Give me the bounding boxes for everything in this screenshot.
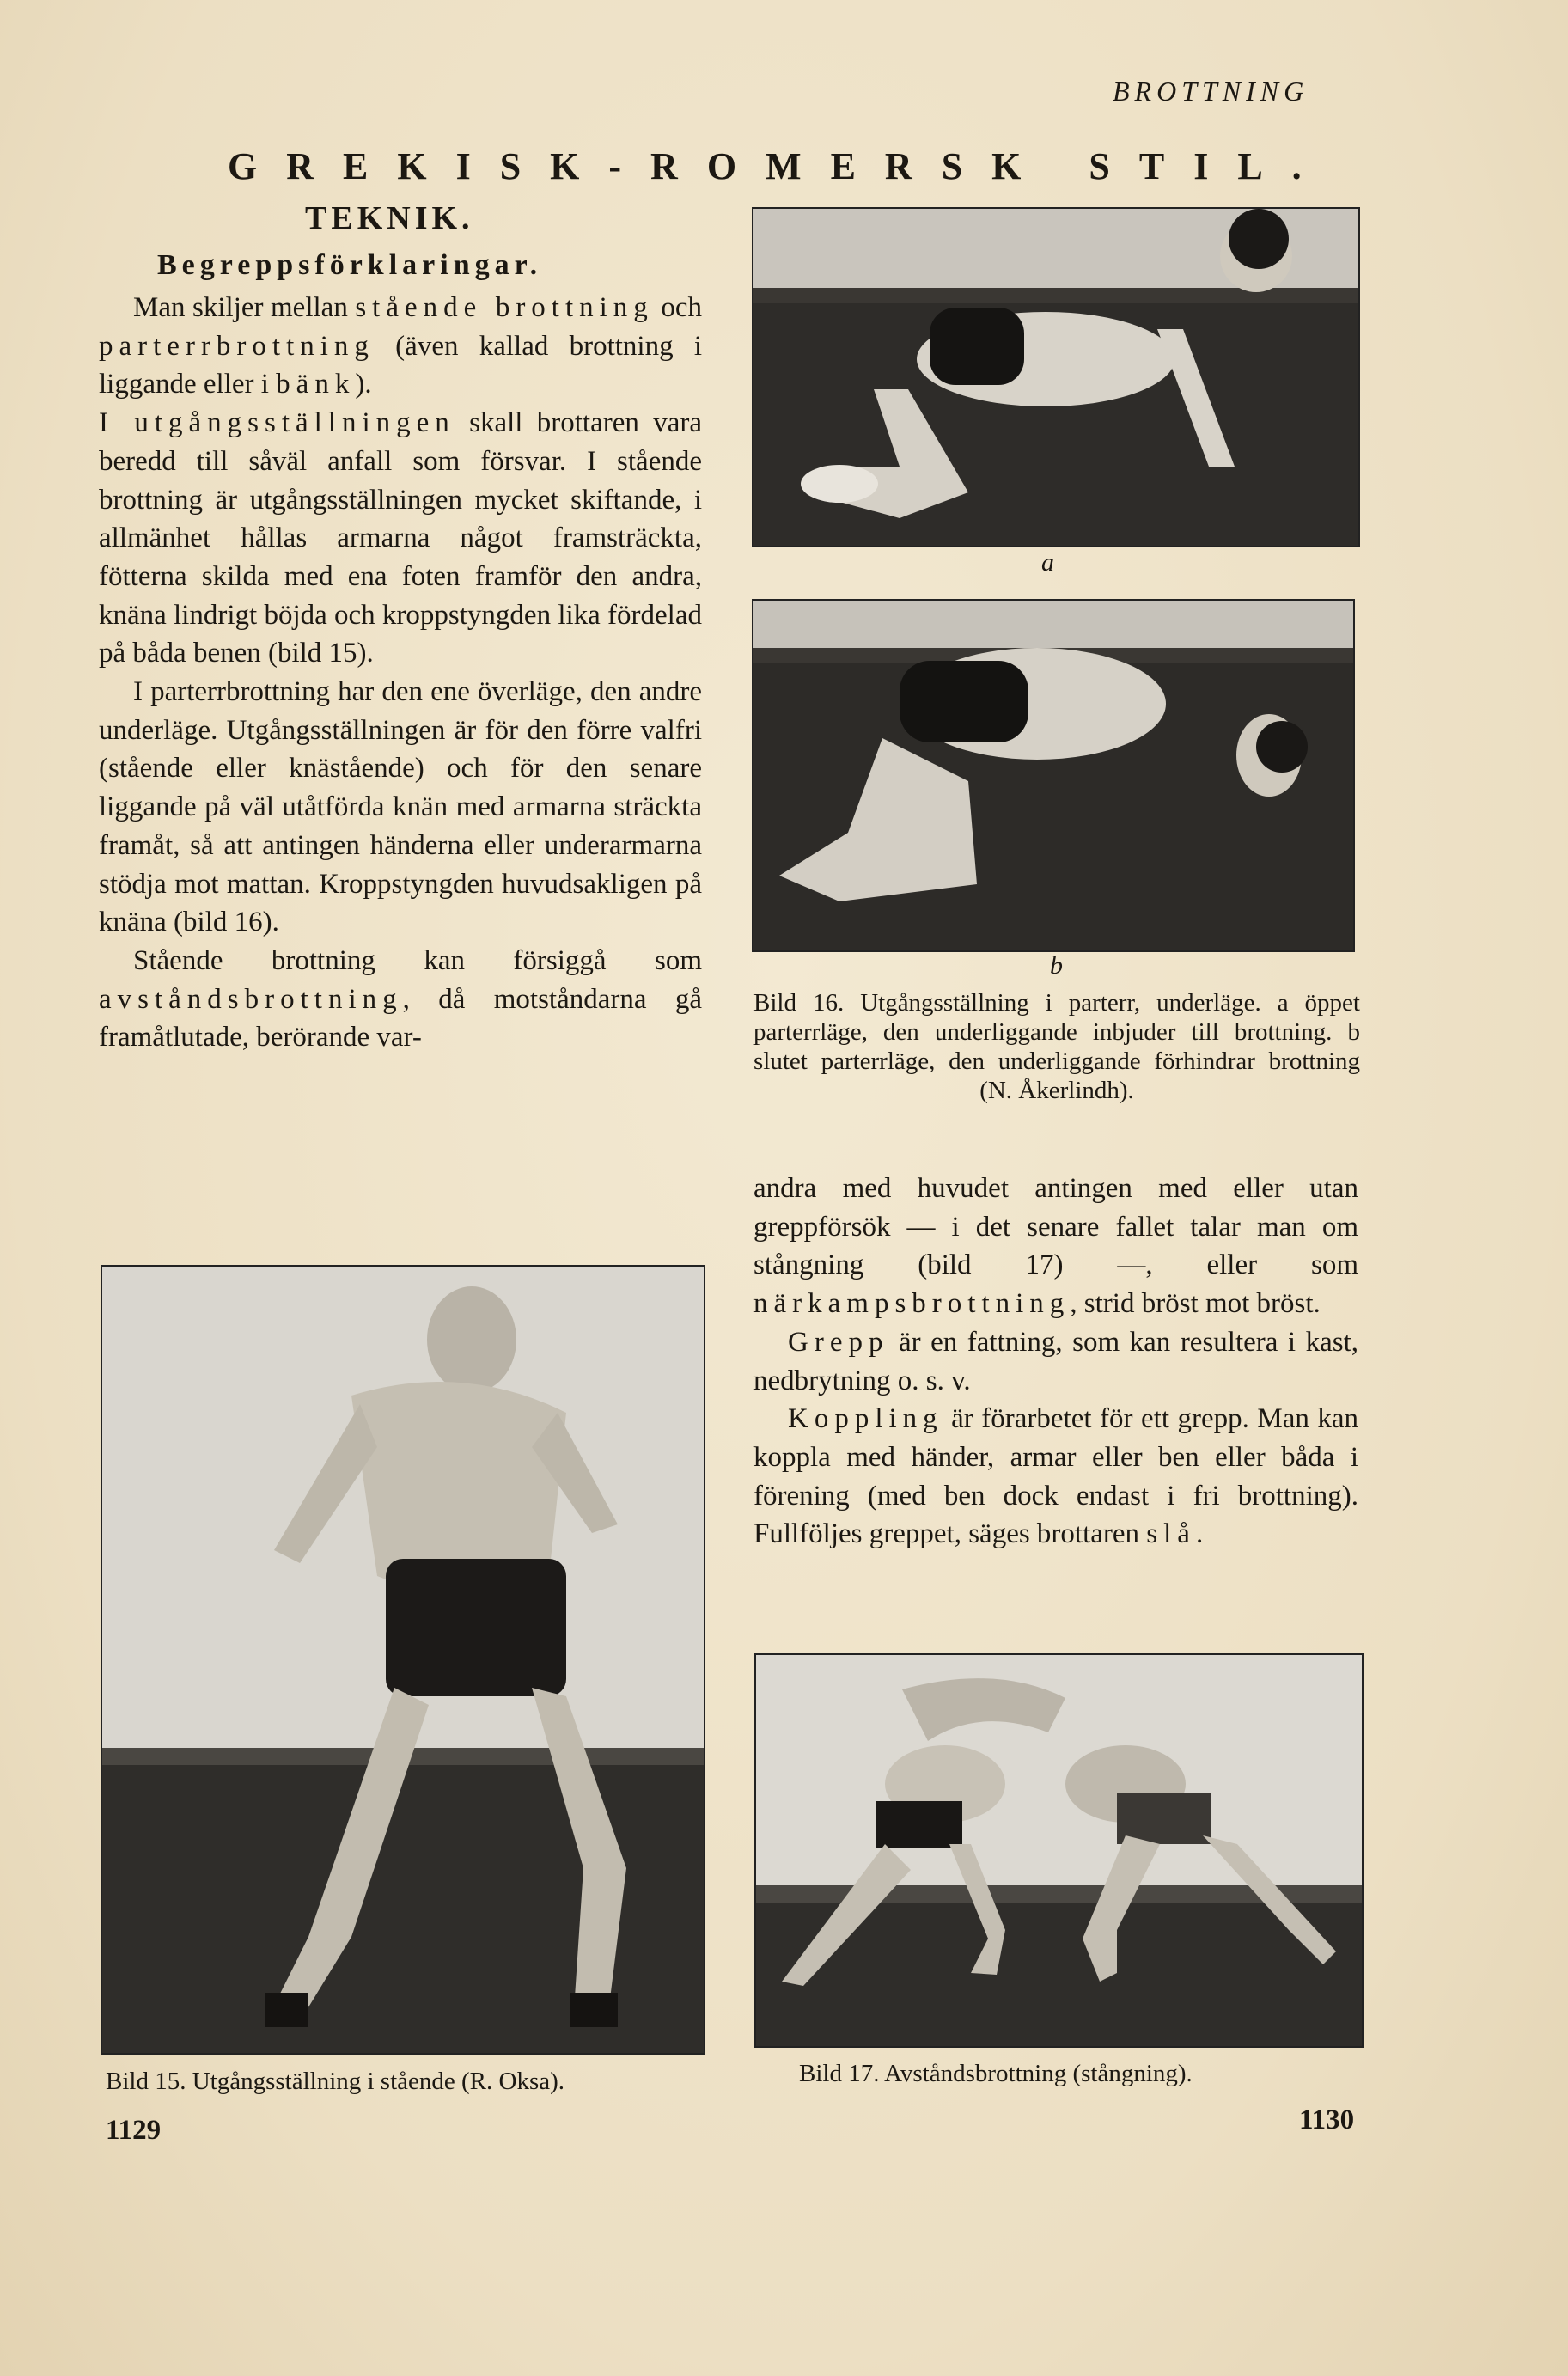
- figure-caption-15: Bild 15. Utgångsställning i stående (R. Oksa).: [106, 2068, 565, 2095]
- figure-label-a: a: [1041, 548, 1054, 577]
- photo-fig17-distance-wrestling: [754, 1653, 1364, 2048]
- figure-caption-16: Bild 16. Utgångsställning i parterr, underläge. a öppet parterrläge, den underliggande inbjuder till brottning. b slutet parterrläge, den underliggande förhindrar brottning (N. Åkerlindh).: [753, 989, 1360, 1104]
- paragraph: Grepp är en fattning, som kan resultera i kast, nedbrytning o. s. v.: [753, 1326, 1358, 1396]
- paragraph: andra med huvudet antingen med eller utan greppförsök — i det senare fallet talar man om stångning (bild 17) —, eller som närkampsbrottning, strid bröst mot bröst.: [753, 1173, 1358, 1320]
- photo-fig16a-open-parterre: [752, 207, 1360, 547]
- page-number-left: 1129: [106, 2115, 162, 2146]
- section-heading: TEKNIK.: [305, 200, 474, 236]
- photo-fig16b-closed-parterre: [752, 599, 1355, 952]
- figure-label-b: b: [1050, 951, 1063, 980]
- photo-fig15-standing-stance: [101, 1265, 705, 2055]
- paragraph: I utgångsställningen skall brottaren vara beredd till såväl anfall som försvar. I stående brottning är utgångsställningen mycket skiftande, i allmänhet hållas armarna något framsträckta, fötterna skilda med ena foten framför den andra, knäna lindrigt böjda och kroppstyngden lika fördelad på båda benen (bild 15).: [99, 407, 702, 669]
- left-text-column: [99, 289, 702, 1057]
- subsection-heading: Begreppsförklaringar.: [157, 249, 543, 281]
- page-title: GREKISK-ROMERSK STIL.: [228, 145, 1331, 187]
- running-head: BROTTNING: [1113, 76, 1309, 107]
- page-number-right: 1130: [1299, 2104, 1355, 2135]
- paragraph: I parterrbrottning har den ene överläge, den andre underläge. Utgångsställningen är för den förre valfri (stående eller knästående) och för den senare liggande på väl utåtförda knän med armarna sträckta framåt, så att antingen händerna eller underarmarna stödja mot mattan. Kroppstyngden huvudsakligen på knäna (bild 16).: [99, 676, 702, 938]
- paragraph: Stående brottning kan försiggå som avståndsbrottning, då motståndarna gå framåtlutade, berörande var-: [99, 944, 702, 1054]
- figure-caption-17: Bild 17. Avståndsbrottning (stångning).: [799, 2060, 1193, 2087]
- paragraph: Koppling är förarbetet för ett grepp. Man kan koppla med händer, armar eller ben eller båda i förening (med ben dock endast i fri brottning). Fullföljes greppet, säges brottaren slå.: [753, 1403, 1358, 1550]
- paragraph: Man skiljer mellan stående brottning och parterrbrottning (även kallad brottning i liggande eller i bänk).: [99, 292, 702, 400]
- right-text-column: [753, 1170, 1358, 1554]
